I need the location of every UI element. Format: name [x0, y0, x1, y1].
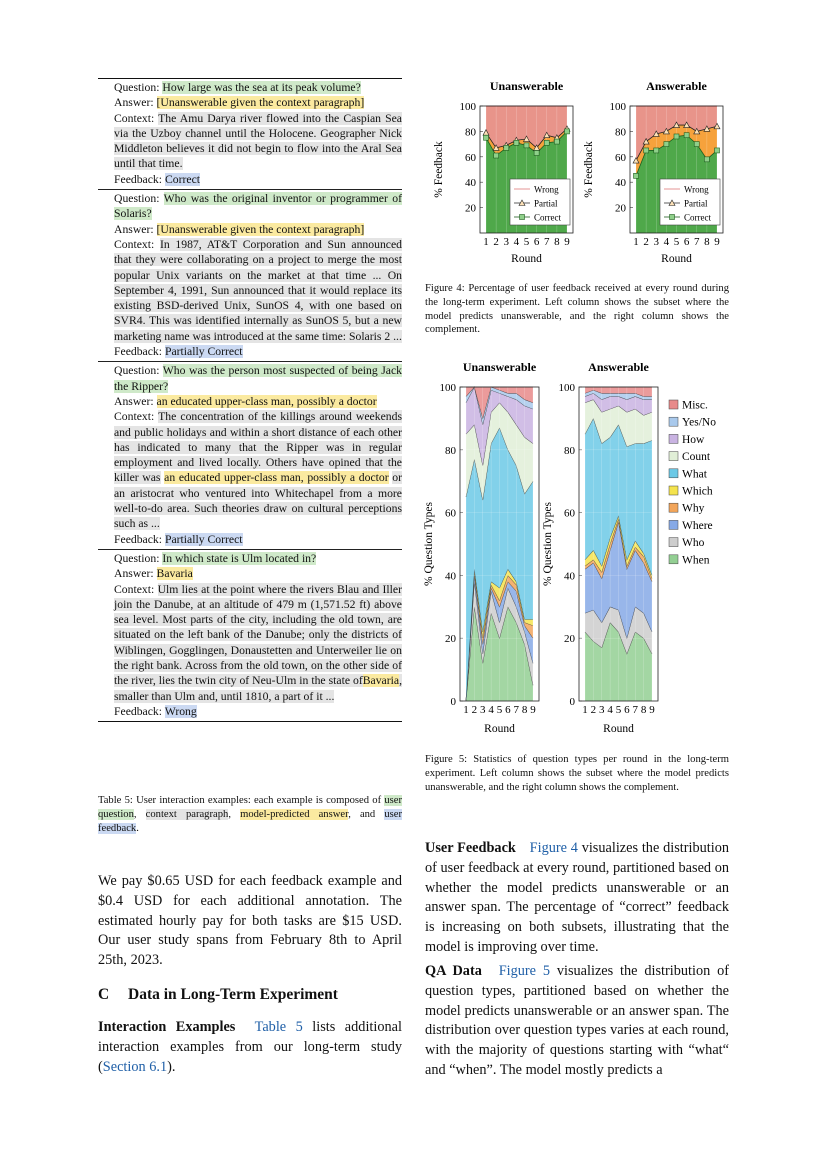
x-tick-label: 5: [496, 704, 503, 716]
table-5-link[interactable]: Table 5: [254, 1019, 303, 1035]
x-tick-label: 5: [523, 236, 530, 248]
legend-label: Partial: [534, 198, 558, 209]
legend-label: When: [682, 554, 710, 567]
y-tick-label: 40: [445, 570, 456, 583]
y-tick-label: 20: [564, 633, 575, 646]
correct-point: [514, 140, 519, 145]
x-tick-label: 8: [521, 704, 528, 716]
legend-swatch: [669, 400, 678, 409]
x-tick-label: 1: [463, 704, 469, 716]
payment-paragraph: We pay $0.65 USD for each feedback example and $0.4 USD for each additional annotation. The estimated hourly pay for both tasks are $15 USD. Our user study spans from February 8th to April 25th, 2023.: [98, 873, 402, 969]
legend-label: Wrong: [534, 184, 559, 195]
context-answer-span: an educated upper-class man, possibly a doctor: [164, 471, 389, 485]
context-text: or an aristocrat who ventured into Whitechapel from a more well-to-do area. Such theories draw on cultural perceptions such as ...: [114, 471, 403, 531]
correct-point: [654, 148, 659, 153]
context-text: In 1987, AT&T Corporation and Sun announced that they were collaborating on a project to merge the most popular Unix variants on the market at that time ... On September 4, 1991, Sun announced that it would replace its existing BSD-derived Unix, SunOS 4, with one based on SVR4. This was identified internally as SunOS 5, but a new marketing name was introduced at the same time: Solaris 2 ...: [114, 237, 403, 343]
x-tick-label: 1: [633, 236, 639, 248]
y-tick-label: 40: [465, 177, 476, 190]
y-tick-label: 20: [615, 202, 626, 215]
caption-sep: , and: [348, 808, 376, 820]
legend-label: Misc.: [682, 399, 708, 412]
correct-point: [674, 134, 679, 139]
x-tick-label: 1: [483, 236, 489, 248]
legend-label: How: [682, 433, 705, 446]
answer-label: Answer:: [114, 96, 154, 110]
legend-label: Wrong: [684, 184, 709, 195]
legend-swatch: [669, 520, 678, 529]
x-tick-label: 2: [643, 236, 649, 248]
x-tick-label: 4: [663, 236, 670, 248]
chart-title: Answerable: [646, 79, 707, 93]
x-tick-label: 1: [582, 704, 588, 716]
x-tick-label: 5: [673, 236, 680, 248]
legend-label: Partial: [684, 198, 708, 209]
legend-label: Who: [682, 537, 705, 550]
x-tick-label: 3: [653, 236, 659, 248]
answer-text: [Unanswerable given the context paragraph]: [156, 222, 365, 236]
qa-data-paragraph: [425, 962, 729, 1081]
x-tick-label: 8: [640, 704, 647, 716]
x-tick-label: 6: [505, 704, 511, 716]
y-tick-label: 80: [445, 444, 456, 457]
context-text: Ulm lies at the point where the rivers Blau and Iller join the Danube, at an altitude of 479 m (1,571.52 ft) above sea level. Most parts of the city, including the old town, are situated on the left bank of the Danube; only the districts of Wiblingen, Gogglingen, Donaustetten and Unterweiler lie on the right bank. Across from the old town, on the other side of the river, lies the twin city of Neu-Ulm in the state of: [114, 582, 403, 688]
feedback-text: Correct: [164, 172, 200, 186]
x-tick-label: 4: [513, 236, 520, 248]
figure-4: [425, 70, 735, 275]
figure-4-link[interactable]: Figure 4: [529, 840, 578, 856]
section-6-1-link[interactable]: Section 6.1: [102, 1058, 168, 1075]
correct-point: [634, 173, 639, 178]
x-tick-label: 7: [513, 704, 519, 716]
figure-5-link[interactable]: Figure 5: [498, 963, 551, 979]
x-tick-label: 4: [607, 704, 613, 716]
table-5: [98, 78, 402, 722]
x-tick-label: 3: [480, 704, 486, 716]
question-label: Question:: [114, 364, 160, 378]
correct-point: [494, 153, 499, 158]
caption-feedback: user feedback: [98, 808, 402, 834]
answer-label: Answer:: [114, 222, 154, 236]
question-label: Question:: [114, 551, 160, 565]
context-text: , smaller than Ulm and, until 1810, a part of it ...: [114, 674, 402, 703]
y-tick-label: 20: [465, 202, 476, 215]
caption-sep: ,: [228, 808, 231, 820]
feedback-label: Feedback:: [114, 345, 163, 359]
x-tick-label: 2: [471, 704, 478, 716]
x-tick-label: 5: [615, 704, 622, 716]
paragraph-text: lists additional interaction examples from our long-term study (: [98, 1019, 402, 1075]
paragraph-heading: User Feedback: [425, 840, 516, 856]
feedback-text: Partially Correct: [164, 532, 243, 546]
chart-title: Unanswerable: [489, 79, 564, 93]
chart-title: Answerable: [588, 360, 649, 374]
y-tick-label: 60: [615, 151, 626, 164]
x-tick-label: 8: [554, 236, 560, 248]
y-tick-label: 80: [615, 126, 626, 139]
paragraph-text: ).: [167, 1058, 176, 1075]
table-caption: [98, 794, 402, 835]
x-axis-label: Round: [484, 723, 515, 735]
answer-label: Answer:: [114, 394, 154, 408]
paragraph-text: visualizes the distribution of question types, partitioned based on whether the model predicts unanswerable or an answer span. The distribution over question types varies at each round, with the majority of questions starting with “what“ and “when”. The model mostly predicts a: [425, 963, 729, 1078]
context-label: Context:: [114, 237, 155, 251]
caption-text: Table 5: User interaction examples: each example is composed of: [98, 795, 382, 806]
y-axis-label: % Feedback: [433, 141, 445, 198]
y-tick-label: 100: [439, 382, 456, 394]
feedback-text: Partially Correct: [164, 345, 243, 359]
legend-swatch: [669, 469, 678, 478]
y-tick-label: 40: [615, 177, 626, 190]
y-axis-label: % Question Types: [542, 502, 554, 586]
x-tick-label: 6: [683, 236, 690, 248]
correct-point: [504, 145, 509, 150]
feedback-label: Feedback:: [114, 532, 163, 546]
correct-point: [484, 135, 489, 140]
figure-5: [425, 352, 735, 747]
context-text: The concentration of the killings around weekends and public holidays and within a short distance of each other has indicated to many that the Ripper was in regular employment and lived locally. Others have opined that the killer was: [114, 410, 402, 485]
user-feedback-paragraph: [425, 839, 729, 958]
correct-point: [684, 133, 689, 138]
chart-title: Unanswerable: [462, 360, 537, 374]
legend-swatch: [669, 538, 678, 547]
x-tick-label: 7: [544, 236, 550, 248]
legend-label: What: [682, 468, 707, 481]
answer-label: Answer:: [114, 567, 154, 581]
x-tick-label: 3: [503, 236, 509, 248]
correct-point: [694, 142, 699, 147]
context-answer-span: Bavaria: [362, 674, 400, 688]
x-tick-label: 3: [599, 704, 605, 716]
y-tick-label: 60: [564, 507, 575, 520]
correct-point: [565, 129, 570, 134]
x-tick-label: 9: [530, 704, 536, 716]
y-tick-label: 100: [459, 101, 476, 113]
context-label: Context:: [114, 582, 155, 596]
x-tick-label: 2: [590, 704, 597, 716]
caption-sep: .: [136, 822, 139, 834]
caption-question: user question: [98, 795, 402, 820]
feedback-label: Feedback:: [114, 172, 163, 186]
question-label: Question:: [114, 81, 160, 94]
question-label: Question:: [114, 192, 160, 206]
legend-swatch: [669, 417, 678, 426]
context-label: Context:: [114, 111, 155, 125]
legend-label: Correct: [534, 212, 561, 223]
y-tick-label: 60: [465, 151, 476, 164]
y-tick-label: 60: [445, 507, 456, 520]
example-row: [98, 189, 402, 361]
question-text: How large was the sea at its peak volume?: [162, 81, 361, 94]
caption-context: context paragraph: [145, 808, 229, 820]
x-axis-label: Round: [511, 253, 542, 265]
x-tick-label: 7: [632, 704, 638, 716]
correct-point: [524, 143, 529, 148]
x-tick-label: 6: [533, 236, 540, 248]
x-tick-label: 7: [694, 236, 700, 248]
section-number: C: [98, 986, 110, 1003]
section-title: Data in Long-Term Experiment: [128, 986, 338, 1003]
y-tick-label: 80: [564, 444, 575, 457]
legend-label: Which: [682, 485, 713, 498]
correct-point: [534, 150, 539, 155]
x-tick-label: 8: [704, 236, 710, 248]
y-tick-label: 40: [564, 570, 575, 583]
x-tick-label: 9: [649, 704, 655, 716]
correct-point: [704, 157, 709, 162]
x-axis-label: Round: [603, 723, 634, 735]
x-tick-label: 9: [564, 236, 570, 248]
correct-point: [554, 139, 559, 144]
legend-label: Yes/No: [682, 416, 716, 429]
correct-point: [544, 140, 549, 145]
x-tick-label: 2: [493, 236, 499, 248]
y-tick-label: 80: [465, 126, 476, 139]
x-tick-label: 4: [488, 704, 494, 716]
feedback-label: Feedback:: [114, 704, 163, 718]
section-heading: [98, 986, 402, 1004]
figure-4-caption: Figure 4: Percentage of user feedback received at every round during the long-term experiment. Left column shows the subset where the model predicts unanswerable, and the right column shows the complement.: [425, 283, 729, 336]
context-label: Context:: [114, 410, 155, 424]
example-row: [98, 361, 402, 549]
legend-label: Count: [682, 451, 711, 464]
y-tick-label: 0: [569, 696, 575, 708]
answer-text: [Unanswerable given the context paragraph]: [156, 96, 365, 110]
example-row: [98, 78, 402, 189]
figure-5-caption: Figure 5: Statistics of question types per round in the long-term experiment. Left column shows the subset where the model predicts unanswerable, and the right column shows the complement.: [425, 754, 729, 793]
interaction-examples-paragraph: [98, 1018, 402, 1077]
legend-label: Correct: [684, 212, 711, 223]
correct-point: [664, 142, 669, 147]
legend-marker: [520, 215, 525, 220]
y-tick-label: 20: [445, 633, 456, 646]
legend-label: Why: [682, 502, 705, 515]
legend-swatch: [669, 486, 678, 495]
example-row: [98, 549, 402, 722]
paragraph-heading: QA Data: [425, 963, 482, 979]
answer-text: an educated upper-class man, possibly a doctor: [156, 394, 377, 408]
y-axis-label: % Feedback: [583, 141, 595, 198]
legend-swatch: [669, 555, 678, 564]
caption-sep: ,: [133, 808, 137, 820]
y-tick-label: 100: [558, 382, 575, 394]
question-text: Who was the original inventor or programmer of Solaris?: [114, 192, 402, 221]
legend-label: Where: [682, 519, 713, 532]
correct-point: [644, 148, 649, 153]
paragraph-heading: Interaction Examples: [98, 1019, 236, 1035]
y-tick-label: 100: [609, 101, 626, 113]
legend-marker: [670, 215, 675, 220]
question-text: In which state is Ulm located in?: [162, 551, 317, 565]
correct-point: [715, 148, 720, 153]
feedback-text: Wrong: [164, 704, 197, 718]
answer-text: Bavaria: [156, 567, 193, 581]
x-axis-label: Round: [661, 253, 692, 265]
context-text: The Amu Darya river flowed into the Caspian Sea via the Uzboy channel until the Holocene. Geographer Nick Middleton believes it did not begin to flow into the Aral Sea until that time.: [114, 111, 402, 171]
x-tick-label: 6: [624, 704, 630, 716]
legend-swatch: [669, 503, 678, 512]
question-text: Who was the person most suspected of being Jack the Ripper?: [114, 364, 402, 393]
paragraph-text: visualizes the distribution of user feedback at every round, partitioned based on whether the model predicts unanswerable or an answer span. The percentage of “correct” feedback is increasing on both subsets, illustrating that the model is improving over time.: [425, 840, 730, 955]
y-axis-label: % Question Types: [423, 502, 435, 586]
legend-swatch: [669, 452, 678, 461]
x-tick-label: 9: [714, 236, 720, 248]
y-tick-label: 0: [450, 696, 456, 708]
caption-answer: model-predicted answer: [240, 808, 349, 820]
legend-swatch: [669, 434, 678, 443]
